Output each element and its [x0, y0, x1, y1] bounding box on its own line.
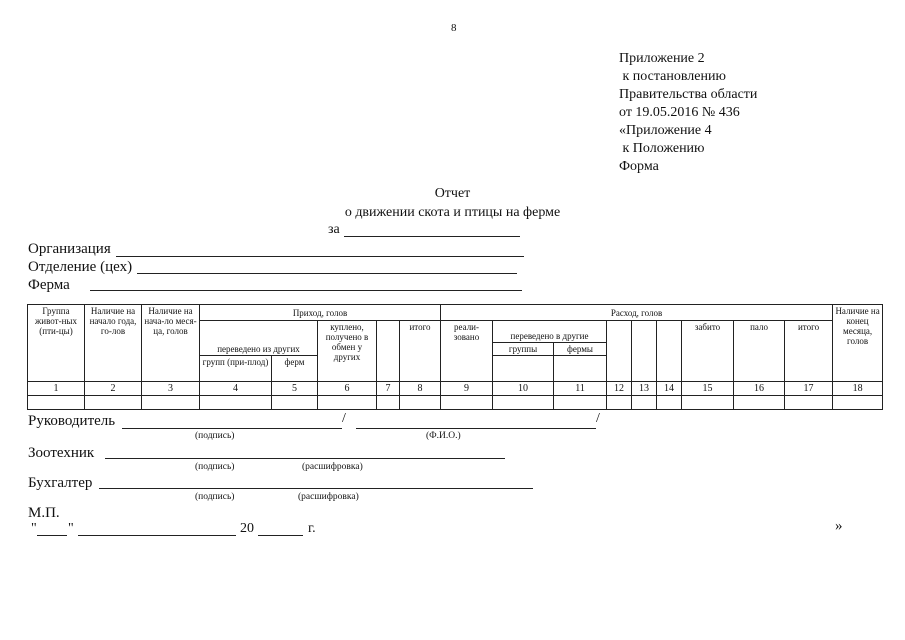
date-year-suffix: г.	[308, 521, 316, 536]
header-blank	[657, 321, 682, 343]
column-number: 17	[785, 382, 833, 396]
header-blank	[632, 343, 657, 356]
header-animal-group: Группа живот-ных (пти-цы)	[28, 305, 85, 382]
header-blank	[607, 343, 632, 356]
decode-caption: (расшифровка)	[298, 492, 359, 502]
appendix-line: Приложение 2	[619, 51, 705, 66]
appendix-block	[619, 50, 757, 176]
table-cell[interactable]	[85, 396, 142, 410]
appendix-line: Форма	[619, 159, 659, 174]
period-field[interactable]	[344, 236, 520, 237]
header-blank	[607, 356, 632, 382]
column-number: 7	[377, 382, 400, 396]
header-groups-from: групп (при-плод)	[200, 356, 272, 382]
decode-caption: (расшифровка)	[302, 462, 363, 472]
column-number: 12	[607, 382, 632, 396]
report-table	[27, 304, 883, 410]
header-moved-out: переведено в другие	[493, 321, 607, 343]
department-field[interactable]	[137, 273, 517, 274]
column-number: 9	[441, 382, 493, 396]
table-row	[28, 396, 883, 410]
header-blank	[377, 356, 400, 382]
head-fio-field[interactable]	[356, 428, 596, 429]
appendix-line: «Приложение 4	[619, 123, 712, 138]
header-sold: реали-зовано	[441, 321, 493, 382]
column-number: 2	[85, 382, 142, 396]
date-month-field[interactable]	[78, 535, 236, 536]
date-year-prefix: 20	[240, 521, 254, 536]
table-cell[interactable]	[400, 396, 441, 410]
table-cell[interactable]	[200, 396, 272, 410]
table-cell[interactable]	[785, 396, 833, 410]
table-cell[interactable]	[682, 396, 734, 410]
column-number: 5	[272, 382, 318, 396]
header-blank	[554, 356, 607, 382]
header-expense-total: итого	[785, 321, 833, 382]
table-cell[interactable]	[377, 396, 400, 410]
report-title: Отчет	[434, 186, 471, 201]
header-blank	[377, 321, 400, 343]
closing-quote: »	[835, 518, 843, 534]
header-died: пало	[734, 321, 785, 382]
department-label: Отделение (цех)	[28, 259, 133, 275]
header-start-month: Наличие на нача-ло меся-ца, голов	[142, 305, 200, 382]
organization-field[interactable]	[116, 256, 524, 257]
header-moved-in: переведено из других	[200, 343, 318, 356]
header-groups-to: группы	[493, 343, 554, 356]
column-number: 1	[28, 382, 85, 396]
table-cell[interactable]	[607, 396, 632, 410]
farm-field[interactable]	[90, 290, 522, 291]
column-number: 6	[318, 382, 377, 396]
header-blank	[377, 343, 400, 356]
column-number: 18	[833, 382, 883, 396]
header-blank	[657, 343, 682, 356]
column-number: 13	[632, 382, 657, 396]
date-quote-close: "	[68, 521, 74, 536]
header-blank	[632, 321, 657, 343]
column-number: 14	[657, 382, 682, 396]
stamp-label: М.П.	[28, 505, 60, 521]
column-number: 10	[493, 382, 554, 396]
header-income: Приход, голов	[200, 305, 441, 321]
header-blank	[200, 321, 318, 343]
appendix-line: Правительства области	[619, 87, 758, 102]
date-day-field[interactable]	[37, 535, 67, 536]
table-cell[interactable]	[833, 396, 883, 410]
table-cell[interactable]	[318, 396, 377, 410]
appendix-line: от 19.05.2016 № 436	[619, 105, 740, 120]
header-blank	[657, 356, 682, 382]
header-blank	[607, 321, 632, 343]
table-cell[interactable]	[272, 396, 318, 410]
zootech-field[interactable]	[105, 458, 505, 459]
header-start-year: Наличие на начало года, го-лов	[85, 305, 142, 382]
header-income-total: итого	[400, 321, 441, 382]
table-cell[interactable]	[554, 396, 607, 410]
accountant-field[interactable]	[99, 488, 533, 489]
table-cell[interactable]	[441, 396, 493, 410]
header-expense: Расход, голов	[441, 305, 833, 321]
appendix-line: к Положению	[619, 141, 705, 156]
slash: /	[342, 411, 346, 426]
head-label: Руководитель	[28, 413, 116, 429]
signature-caption: (подпись)	[195, 431, 235, 441]
column-number: 15	[682, 382, 734, 396]
signature-caption: (подпись)	[195, 462, 235, 472]
column-number: 16	[734, 382, 785, 396]
farm-label: Ферма	[28, 277, 70, 293]
column-number: 8	[400, 382, 441, 396]
table-cell[interactable]	[734, 396, 785, 410]
header-bought: куплено, получено в обмен у других	[318, 321, 377, 382]
appendix-line: к постановлению	[619, 69, 726, 84]
page-number: 8	[451, 22, 457, 34]
report-subtitle: о движении скота и птицы на ферме	[344, 205, 561, 220]
column-number: 11	[554, 382, 607, 396]
head-signature-field[interactable]	[122, 428, 342, 429]
header-blank	[632, 356, 657, 382]
slash: /	[596, 411, 600, 426]
header-blank	[493, 356, 554, 382]
accountant-label: Бухгалтер	[28, 475, 93, 491]
organization-label: Организация	[28, 241, 111, 257]
date-quote-open: "	[31, 521, 37, 536]
period-label: за	[328, 222, 340, 237]
column-number: 4	[200, 382, 272, 396]
table-cell[interactable]	[632, 396, 657, 410]
date-year-field[interactable]	[258, 535, 303, 536]
fio-caption: (Ф.И.О.)	[426, 431, 461, 441]
table-cell[interactable]	[28, 396, 85, 410]
column-number: 3	[142, 382, 200, 396]
table-cell[interactable]	[142, 396, 200, 410]
table-cell[interactable]	[493, 396, 554, 410]
header-end-month: Наличие на конец месяца, голов	[833, 305, 883, 382]
header-farms-to: фермы	[554, 343, 607, 356]
header-slaughtered: забито	[682, 321, 734, 382]
header-farms-from: ферм	[272, 356, 318, 382]
zootech-label: Зоотехник	[28, 445, 95, 461]
table-cell[interactable]	[657, 396, 682, 410]
signature-caption: (подпись)	[195, 492, 235, 502]
